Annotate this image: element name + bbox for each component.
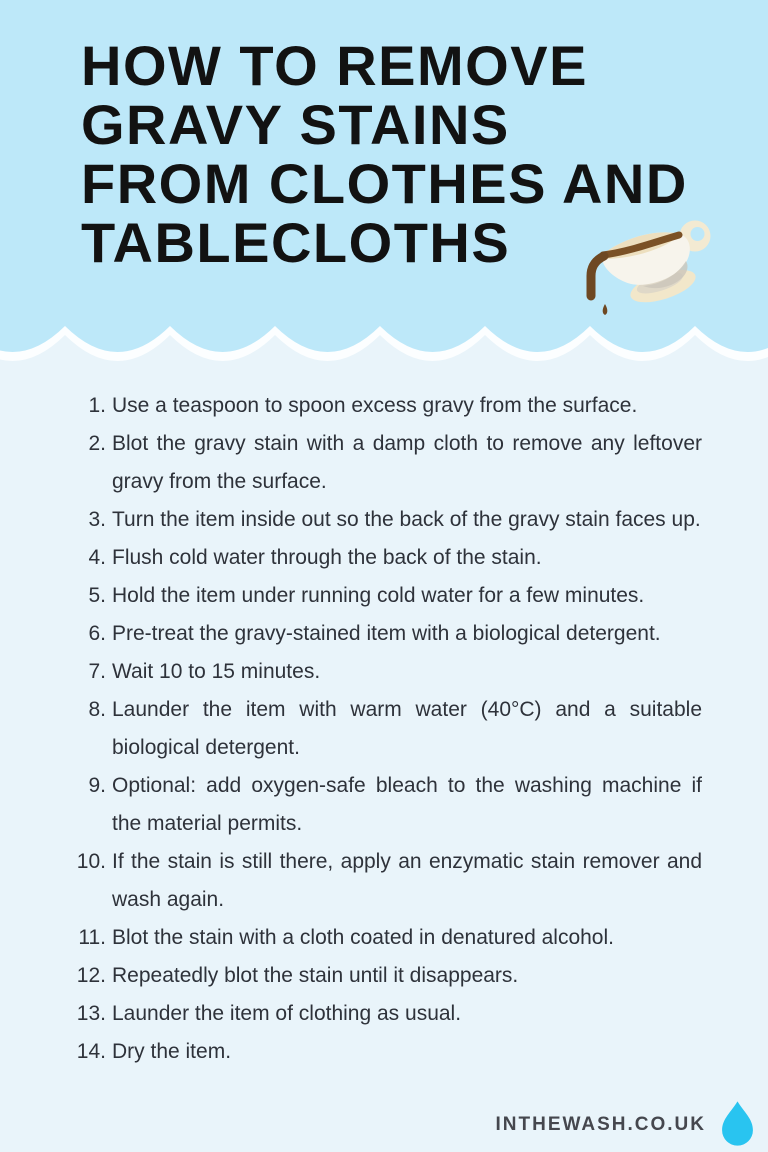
step-item [60,995,702,1033]
step-text-line: Use a teaspoon to spoon excess gravy from the surface. [112,394,638,417]
step-number: 1. [88,394,106,417]
step-item [60,425,702,501]
step-text-line: the material permits. [112,812,303,835]
step-number: 14. [76,1040,106,1063]
step-text-line: Launder the item of clothing as usual. [112,1002,462,1025]
step-text [112,995,702,1033]
step-item [60,501,702,539]
step-text [112,425,702,501]
step-text [112,919,702,957]
step-text [112,653,702,691]
step-text-line: biological detergent. [112,736,300,759]
step-text [112,1033,702,1071]
title-line: HOW TO REMOVE [81,34,588,97]
step-text-line: Blot the gravy stain with a damp cloth to remove any leftover [112,432,702,455]
step-item [60,653,702,691]
gravy-drip [603,304,608,315]
step-number: 6. [88,622,106,645]
step-text-line: Turn the item inside out so the back of the gravy stain faces up. [112,508,701,531]
step-text-line: Wait 10 to 15 minutes. [112,660,321,683]
step-item [60,615,702,653]
step-text [112,501,702,539]
gravy-boat-icon [583,214,725,328]
step-text [112,691,702,767]
step-number: 12. [76,964,106,987]
step-text [112,615,702,653]
step-text [112,387,702,425]
step-text-line: Hold the item under running cold water for a few minutes. [112,584,645,607]
title-line: TABLECLOTHS [81,211,511,274]
gravy-stream [591,256,604,296]
step-number: 10. [76,850,106,873]
step-number: 9. [88,774,106,797]
step-item [60,767,702,843]
step-item [60,577,702,615]
step-number: 7. [88,660,106,683]
step-text [112,767,702,843]
step-text-line: Optional: add oxygen-safe bleach to the washing machine if [112,774,702,797]
step-number: 3. [88,508,106,531]
step-number: 8. [88,698,106,721]
step-item [60,919,702,957]
title-line: FROM CLOTHES AND [81,152,688,215]
step-text [112,957,702,995]
step-item [60,843,702,919]
step-text-line: gravy from the surface. [112,470,327,493]
step-text-line: If the stain is still there, apply an enzymatic stain remover and [112,850,702,873]
step-item [60,691,702,767]
step-text [112,843,702,919]
step-text-line: Dry the item. [112,1040,232,1063]
step-number: 13. [76,1002,106,1025]
step-text-line: wash again. [112,888,225,911]
title-line: GRAVY STAINS [81,93,510,156]
step-number: 5. [88,584,106,607]
step-text [112,539,702,577]
step-number: 4. [88,546,106,569]
step-text-line: Launder the item with warm water (40°C) and a suitable [112,698,702,721]
brand-text: INTHEWASH.CO.UK [495,1114,706,1135]
step-number: 2. [88,432,106,455]
step-number: 11. [78,926,106,949]
footer [496,1099,757,1147]
step-text-line: Flush cold water through the back of the stain. [112,546,542,569]
step-item [60,387,702,425]
step-text-line: Pre-treat the gravy-stained item with a biological detergent. [112,622,661,645]
step-item [60,957,702,995]
steps-list [60,387,702,1071]
step-text-line: Repeatedly blot the stain until it disappears. [112,964,519,987]
step-item [60,1033,702,1071]
step-text [112,577,702,615]
step-text-line: Blot the stain with a cloth coated in denatured alcohol. [112,926,614,949]
step-item [60,539,702,577]
water-drop-icon [719,1099,756,1147]
